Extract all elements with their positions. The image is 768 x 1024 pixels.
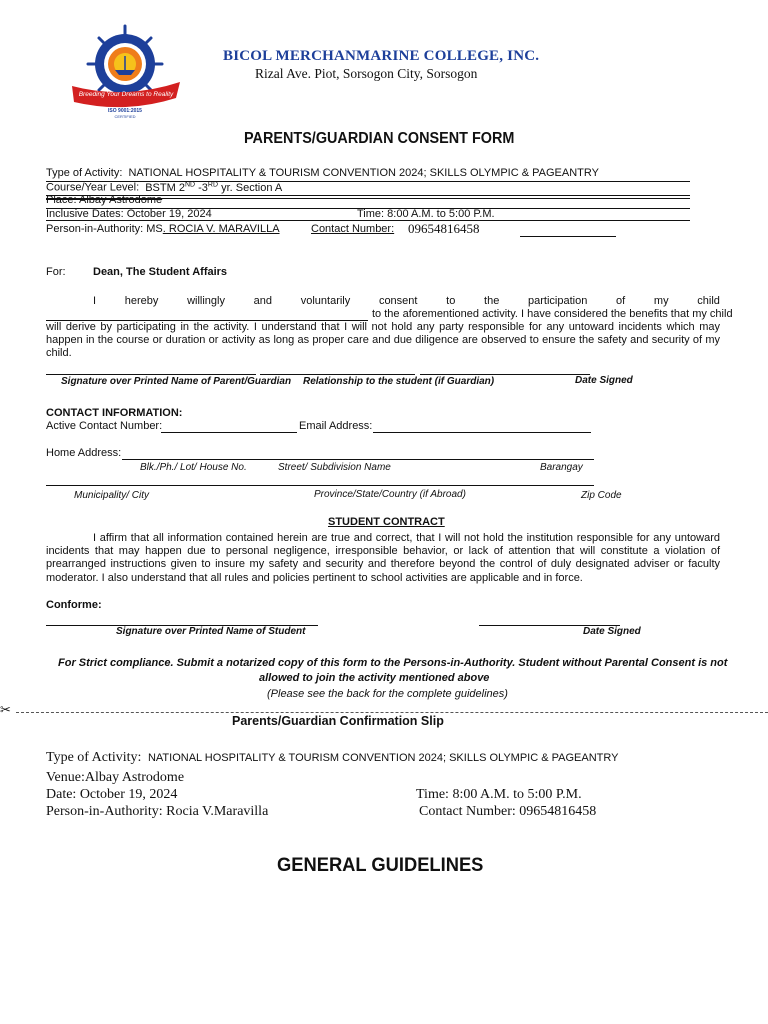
course-value: BSTM 2ND -3RD yr. Section A <box>145 181 283 194</box>
logo-motto: Breeding Your Dreams to Reality <box>78 91 174 98</box>
sig-date-caption: Date Signed <box>575 375 633 386</box>
logo-iso: ISO 9001:2015 <box>108 108 142 114</box>
person-value: . ROCIA V. MARAVILLA <box>162 223 280 235</box>
cut-line <box>16 712 768 713</box>
time-line: Time: 8:00 A.M. to 5:00 P.M. <box>357 208 495 220</box>
slip-activity-value: NATIONAL HOSPITALITY & TOURISM CONVENTION 2024; SKILLS OLYMPIC & PAGEANTRY <box>147 752 619 764</box>
barangay-caption: Barangay <box>540 462 583 473</box>
logo-certified: CERTIFIED <box>114 114 136 119</box>
relationship-field[interactable] <box>260 374 415 375</box>
place-line: Place: Albay Astrodome <box>46 194 163 206</box>
slip-time: Time: 8:00 A.M. to 5:00 P.M. <box>416 787 582 802</box>
parent-signature-field[interactable] <box>46 374 256 375</box>
contact-label: Contact Number: <box>311 223 395 235</box>
activity-line <box>46 167 599 179</box>
course-label: Course/Year Level: <box>46 181 140 194</box>
student-date-caption: Date Signed <box>583 626 641 637</box>
sig-parent-caption: Signature over Printed Name of Parent/Guardian <box>61 376 292 387</box>
for-value: Dean, The Student Affairs <box>93 266 228 278</box>
scissors-icon: ✂ <box>0 702 11 717</box>
guidelines-heading: GENERAL GUIDELINES <box>277 854 484 876</box>
province-caption: Province/State/Country (if Abroad) <box>314 489 466 500</box>
slip-contact: Contact Number: 09654816458 <box>419 804 597 819</box>
contract-heading: STUDENT CONTRACT <box>328 516 445 528</box>
parent-date-field[interactable] <box>420 374 590 375</box>
home-address-field[interactable] <box>122 459 594 460</box>
person-line <box>46 223 280 235</box>
college-address: Rizal Ave. Piot, Sorsogon City, Sorsogon <box>255 66 478 81</box>
college-name: BICOL MERCHANMARINE COLLEGE, INC. <box>223 48 540 64</box>
active-number-label: Active Contact Number: <box>46 420 163 432</box>
email-field[interactable] <box>373 432 591 433</box>
sig-relationship-caption: Relationship to the student (if Guardian) <box>303 376 495 387</box>
consent-rest: will derive by participating in the activity. I understand that I will not hold any party responsible for any untoward incidents which may happen in the course or duration or activity as long as proper care and due diligence are observed to ensure the safety and security of my child. <box>46 321 720 360</box>
consent-line-2: to the aforementioned activity. I have considered the benefits that my child <box>372 308 733 320</box>
consent-line-1: I hereby willingly and voluntarily consent to the participation of my child <box>93 295 720 307</box>
conforme-label: Conforme: <box>46 599 102 611</box>
home-address-label: Home Address: <box>46 447 122 459</box>
course-line <box>46 181 282 194</box>
compliance-line-1: For Strict compliance. Submit a notarized copy of this form to the Persons-in-Authority. Student without Parental Consent is not <box>58 657 728 669</box>
contract-body: I affirm that all information contained herein are true and correct, that I will not hold the institution responsible for any untoward incidents that may happen due to personal negligence, irresponsible behavior, or lack of attention that will constitute a violation of prearranged instructions given to insure my safety and security and therefore beyond the control of duly designated adviser or faculty moderator. I also understand that all rules and policies pertinent to school activities are applicable and in force. <box>46 532 720 584</box>
address-line-2-field[interactable] <box>46 485 594 486</box>
slip-activity-label: Type of Activity: <box>46 750 142 765</box>
person-label: Person-in-Authority: MS <box>46 223 163 235</box>
college-logo <box>68 24 186 124</box>
form-title: PARENTS/GUARDIAN CONSENT FORM <box>244 130 515 147</box>
slip-date: Date: October 19, 2024 <box>46 787 178 802</box>
slip-activity <box>46 750 618 766</box>
blk-caption: Blk./Ph./ Lot/ House No. <box>140 462 247 473</box>
slip-person: Person-in-Authority: Rocia V.Maravilla <box>46 804 269 819</box>
sig-student-caption: Signature over Printed Name of Student <box>116 626 306 637</box>
slip-heading: Parents/Guardian Confirmation Slip <box>232 714 444 728</box>
activity-label: Type of Activity: <box>46 167 123 179</box>
contact-value: 09654816458 <box>408 221 480 236</box>
municipality-caption: Municipality/ City <box>74 490 150 501</box>
compliance-line-2: allowed to join the activity mentioned above <box>259 672 490 684</box>
email-label: Email Address: <box>299 420 373 432</box>
slip-venue: Venue:Albay Astrodome <box>46 770 185 785</box>
activity-value: NATIONAL HOSPITALITY & TOURISM CONVENTION 2024; SKILLS OLYMPIC & PAGEANTRY <box>128 167 599 179</box>
active-number-field[interactable] <box>161 432 297 433</box>
street-caption: Street/ Subdivision Name <box>278 462 391 473</box>
see-back-note: (Please see the back for the complete guidelines) <box>267 688 508 700</box>
zip-caption: Zip Code <box>581 490 622 501</box>
contact-heading: CONTACT INFORMATION: <box>46 407 183 419</box>
dates-line: Inclusive Dates: October 19, 2024 <box>46 208 212 220</box>
for-label: For: <box>46 266 66 278</box>
